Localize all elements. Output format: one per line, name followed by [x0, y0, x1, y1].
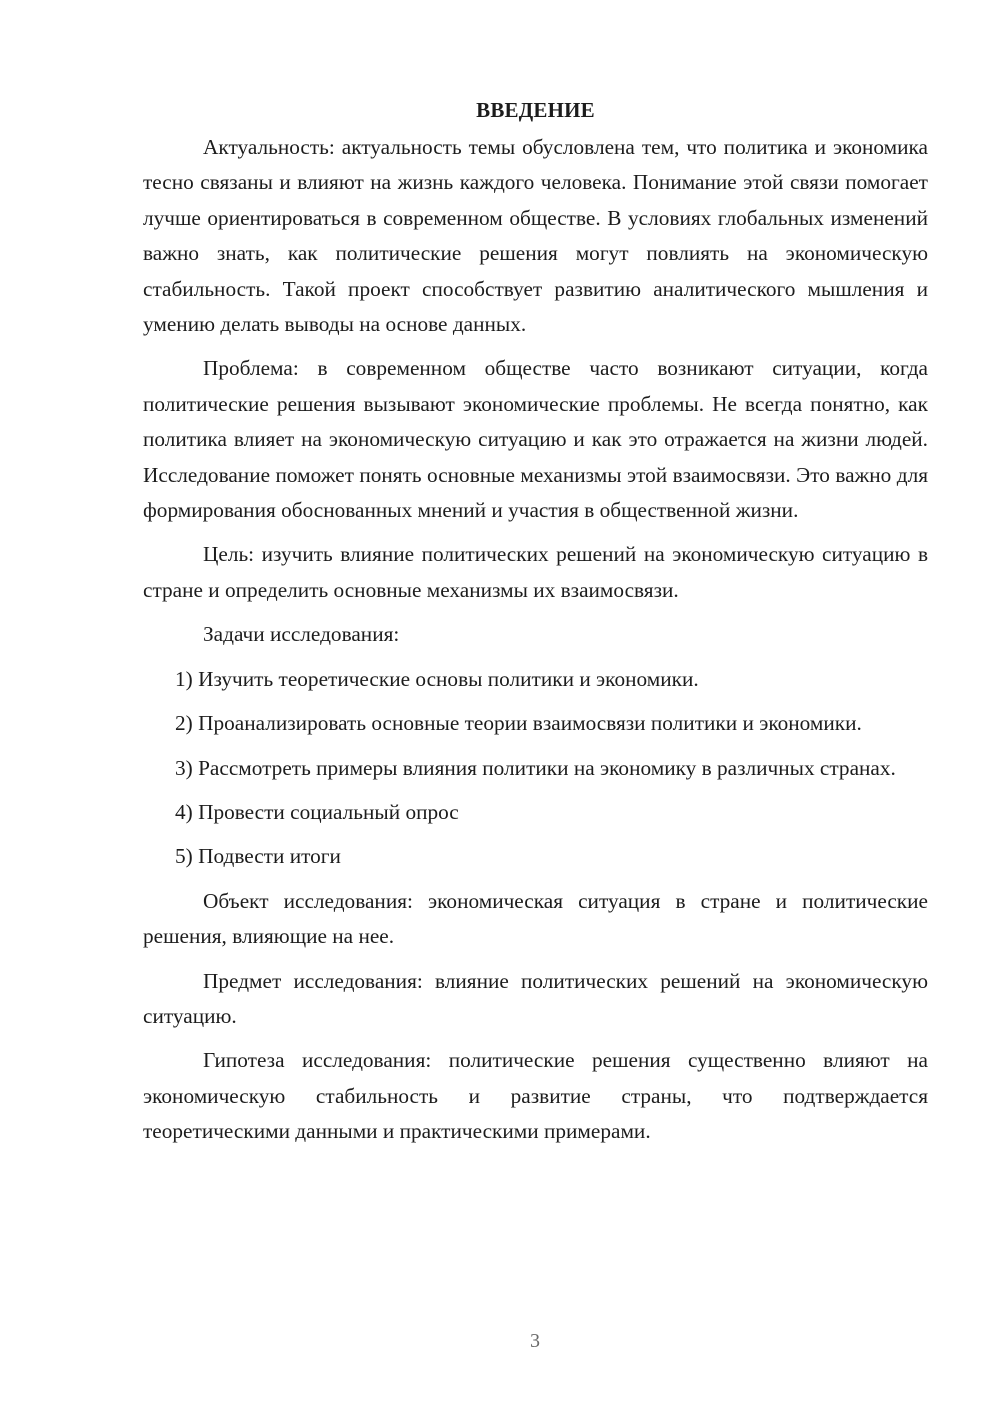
task-item-1: 1) Изучить теоретические основы политики и экономики.	[175, 666, 699, 691]
hypothesis-paragraph: Гипотеза исследования: политические решения существенно влияют на экономическую стабильность и развитие страны, что подтверждается теоретическими данными и практическими примерами.	[143, 1048, 928, 1144]
section-heading: ВВЕДЕНИЕ	[476, 98, 595, 122]
relevance-paragraph: Актуальность: актуальность темы обусловлена тем, что политика и экономика тесно связаны и влияют на жизнь каждого человека. Понимание этой связи помогает лучше ориентироваться в современном обществе. В условиях глобальных изменений важно знать, как политические решения могут повлиять на экономическую стабильность. Такой проект способствует развитию аналитического мышления и умению делать выводы на основе данных.	[143, 135, 928, 337]
tasks-title: Задачи исследования:	[203, 622, 400, 647]
problem-paragraph: Проблема: в современном обществе часто возникают ситуации, когда политические решения вызывают экономические проблемы. Не всегда понятно, как политика влияет на экономическую ситуацию и как это отражается на жизни людей. Исследование поможет понять основные механизмы этой взаимосвязи. Это важно для формирования обоснованных мнений и участия в общественной жизни.	[143, 356, 928, 523]
task-item-2: 2) Проанализировать основные теории взаимосвязи политики и экономики.	[175, 711, 862, 736]
page-number: 3	[530, 1330, 540, 1352]
object-paragraph: Объект исследования: экономическая ситуация в стране и политические решения, влияющие на нее.	[143, 888, 928, 949]
task-item-5: 5) Подвести итоги	[175, 844, 341, 869]
document-page	[143, 93, 928, 1159]
task-item-3: 3) Рассмотреть примеры влияния политики на экономику в различных странах.	[175, 755, 896, 780]
goal-paragraph: Цель: изучить влияние политических решений на экономическую ситуацию в стране и определить основные механизмы их взаимосвязи.	[143, 542, 928, 602]
subject-paragraph: Предмет исследования: влияние политических решений на экономическую ситуацию.	[143, 968, 928, 1028]
task-item-4: 4) Провести социальный опрос	[175, 799, 459, 824]
